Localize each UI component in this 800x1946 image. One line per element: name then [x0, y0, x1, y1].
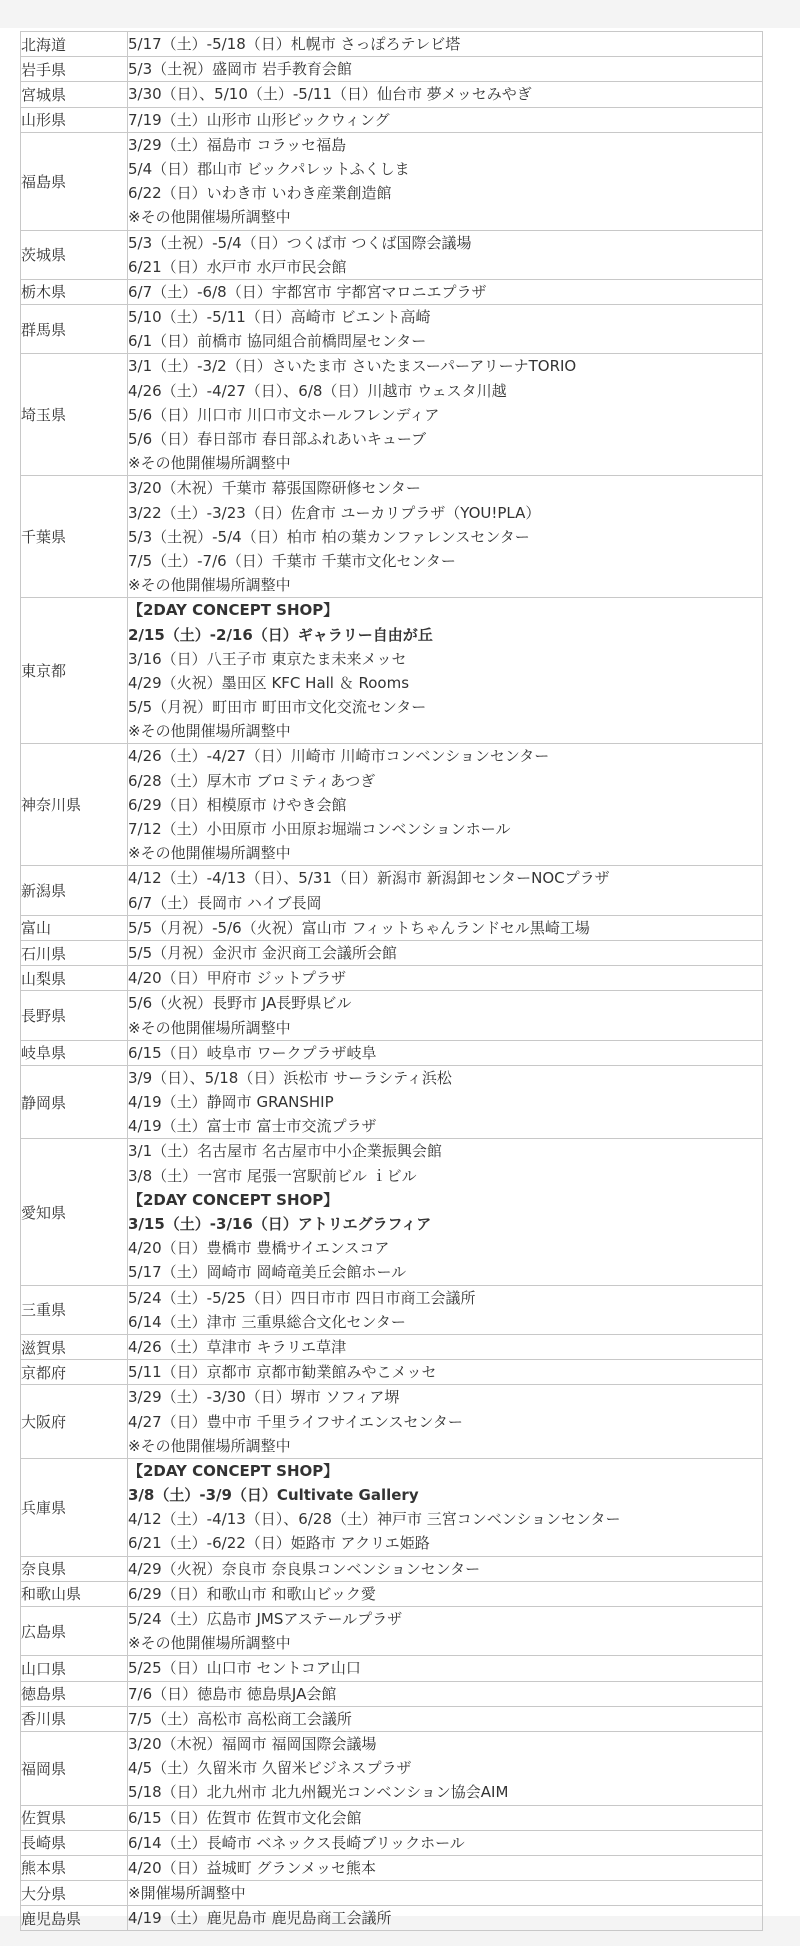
event-line: 6/28（土）厚木市 ブロミティあつぎ — [128, 771, 376, 790]
event-line: 3/29（土）福島市 コラッセ福島 — [128, 135, 347, 154]
schedule-row — [21, 305, 763, 354]
event-list — [128, 1360, 763, 1385]
event-line: 6/1（日）前橋市 協同組合前橋問屋センター — [128, 332, 427, 351]
event-list — [128, 82, 763, 107]
event-line: 4/26（土）-4/27（日）川崎市 川崎市コンベンションセンター — [128, 747, 550, 766]
concept-shop-line: 【2DAY CONCEPT SHOP】 — [128, 601, 339, 620]
event-line: 4/29（火祝）墨田区 KFC Hall ＆ Rooms — [128, 673, 410, 692]
event-line: 5/24（土）-5/25（日）四日市市 四日市商工会議所 — [128, 1288, 476, 1307]
schedule-row — [21, 279, 763, 304]
prefecture-name: 愛知県 — [21, 1139, 128, 1285]
event-line: 6/29（日）和歌山市 和歌山ビック愛 — [128, 1584, 376, 1603]
event-line: 3/16（日）八王子市 東京たま未来メッセ — [128, 649, 407, 668]
prefecture-name: 千葉県 — [21, 476, 128, 598]
concept-shop-line: 【2DAY CONCEPT SHOP】 — [128, 1190, 339, 1209]
event-list — [128, 132, 763, 230]
schedule-row — [21, 57, 763, 82]
event-list — [128, 107, 763, 132]
event-list — [128, 966, 763, 991]
event-list — [128, 915, 763, 940]
schedule-row — [21, 598, 763, 744]
prefecture-name: 山梨県 — [21, 966, 128, 991]
prefecture-name: 北海道 — [21, 32, 128, 57]
event-line: 4/19（土）鹿児島市 鹿児島商工会議所 — [128, 1909, 392, 1928]
event-list — [128, 1830, 763, 1855]
schedule-row — [21, 1556, 763, 1581]
event-line: 3/20（木祝）福岡市 福岡国際会議場 — [128, 1734, 377, 1753]
prefecture-name: 兵庫県 — [21, 1458, 128, 1556]
event-line: 3/29（土）-3/30（日）堺市 ソフィア堺 — [128, 1388, 400, 1407]
prefecture-name: 山形県 — [21, 107, 128, 132]
event-line: 4/20（日）益城町 グランメッセ熊本 — [128, 1858, 377, 1877]
event-line: ※開催場所調整中 — [128, 1884, 246, 1903]
event-list — [128, 598, 763, 744]
event-line: 4/26（土）-4/27（日）、6/8（日）川越市 ウェスタ川越 — [128, 381, 507, 400]
event-line: 4/12（土）-4/13（日）、6/28（土）神戸市 三宮コンベンションセンター — [128, 1510, 621, 1529]
schedule-row — [21, 1830, 763, 1855]
event-list — [128, 1731, 763, 1805]
event-line: 5/17（土）岡崎市 岡崎竜美丘会館ホール — [128, 1263, 407, 1282]
event-list — [128, 1855, 763, 1880]
schedule-table — [20, 31, 763, 1931]
event-line: 5/25（日）山口市 セントコア山口 — [128, 1659, 361, 1678]
event-line: 5/5（月祝）金沢市 金沢商工会議所会館 — [128, 943, 397, 962]
event-line: 7/19（土）山形市 山形ビックウィング — [128, 110, 390, 129]
event-line: 5/10（土）-5/11（日）高崎市 ビエント高崎 — [128, 308, 431, 327]
event-line: 7/5（土）高松市 高松商工会議所 — [128, 1709, 352, 1728]
event-line: 5/17（土）-5/18（日）札幌市 さっぽろテレビ塔 — [128, 35, 461, 53]
concept-shop-line: 3/8（土）-3/9（日）Cultivate Gallery — [128, 1486, 419, 1505]
event-list — [128, 1040, 763, 1065]
event-line: 3/22（土）-3/23（日）佐倉市 ユーカリプラザ（YOU!PLA） — [128, 503, 541, 522]
event-list — [128, 354, 763, 476]
event-line: ※その他開催場所調整中 — [128, 1436, 291, 1455]
prefecture-name: 静岡県 — [21, 1065, 128, 1139]
event-line: 6/7（土）-6/8（日）宇都宮市 宇都宮マロニエプラザ — [128, 282, 487, 301]
schedule-row — [21, 940, 763, 965]
event-line: 4/5（土）久留米市 久留米ビジネスプラザ — [128, 1759, 412, 1778]
event-list — [128, 1385, 763, 1459]
prefecture-name: 長野県 — [21, 991, 128, 1040]
event-list — [128, 1581, 763, 1606]
event-line: 6/15（日）佐賀市 佐賀市文化会館 — [128, 1808, 362, 1827]
schedule-row — [21, 132, 763, 230]
event-line: 7/5（土）-7/6（日）千葉市 千葉市文化センター — [128, 551, 456, 570]
prefecture-name: 埼玉県 — [21, 354, 128, 476]
event-line: 4/29（火祝）奈良市 奈良県コンベンションセンター — [128, 1559, 481, 1578]
schedule-row — [21, 1385, 763, 1459]
schedule-row — [21, 107, 763, 132]
prefecture-name: 熊本県 — [21, 1855, 128, 1880]
event-line: 5/3（土祝）盛岡市 岩手教育会館 — [128, 60, 352, 79]
concept-shop-line: 【2DAY CONCEPT SHOP】 — [128, 1461, 339, 1480]
event-list — [128, 230, 763, 279]
prefecture-name: 宮城県 — [21, 82, 128, 107]
prefecture-name: 三重県 — [21, 1285, 128, 1334]
event-line: 3/20（木祝）千葉市 幕張国際研修センター — [128, 479, 421, 498]
event-line: 5/6（日）川口市 川口市文ホールフレンディア — [128, 405, 440, 424]
event-line: 7/12（土）小田原市 小田原お堀端コンベンションホール — [128, 820, 511, 838]
event-line: 6/21（日）水戸市 水戸市民会館 — [128, 257, 347, 276]
event-line: 4/19（土）静岡市 GRANSHIP — [128, 1093, 334, 1112]
event-line: 7/6（日）徳島市 徳島県JA会館 — [128, 1684, 337, 1703]
event-line: 5/3（土祝）-5/4（日）つくば市 つくば国際会議場 — [128, 233, 472, 252]
event-line: ※その他開催場所調整中 — [128, 1634, 291, 1653]
event-list — [128, 1458, 763, 1556]
event-list — [128, 476, 763, 598]
schedule-row — [21, 866, 763, 915]
prefecture-name: 京都府 — [21, 1360, 128, 1385]
event-list — [128, 991, 763, 1040]
event-line: 4/26（土）草津市 キラリエ草津 — [128, 1337, 347, 1356]
event-line: 6/22（日）いわき市 いわき産業創造館 — [128, 184, 392, 203]
event-line: 6/14（土）長崎市 ベネックス長崎ブリックホール — [128, 1833, 465, 1852]
schedule-row — [21, 1334, 763, 1359]
prefecture-name: 東京都 — [21, 598, 128, 744]
schedule-row — [21, 1681, 763, 1706]
event-list — [128, 866, 763, 915]
event-line: 4/20（日）豊橋市 豊橋サイエンスコア — [128, 1239, 390, 1258]
concept-shop-line: 2/15（土）-2/16（日）ギャラリー自由が丘 — [128, 625, 433, 644]
event-line: 6/7（土）長岡市 ハイブ長岡 — [128, 893, 322, 912]
prefecture-name: 岐阜県 — [21, 1040, 128, 1065]
event-line: 3/9（日）、5/18（日）浜松市 サーラシティ浜松 — [128, 1068, 452, 1087]
schedule-row — [21, 1731, 763, 1805]
concept-shop-line: 3/15（土）-3/16（日）アトリエグラフィア — [128, 1215, 432, 1233]
event-list — [128, 1607, 763, 1656]
prefecture-name: 山口県 — [21, 1656, 128, 1681]
schedule-row — [21, 32, 763, 57]
prefecture-name: 群馬県 — [21, 305, 128, 354]
schedule-row — [21, 476, 763, 598]
prefecture-name: 長崎県 — [21, 1830, 128, 1855]
event-list — [128, 744, 763, 866]
event-line: ※その他開催場所調整中 — [128, 208, 291, 227]
event-line: 5/4（日）郡山市 ビックパレットふくしま — [128, 159, 410, 178]
schedule-row — [21, 1706, 763, 1731]
prefecture-name: 神奈川県 — [21, 744, 128, 866]
schedule-row — [21, 1458, 763, 1556]
schedule-row — [21, 1360, 763, 1385]
schedule-table-body — [21, 32, 763, 1931]
event-line: 5/5（月祝）町田市 町田市文化交流センター — [128, 698, 427, 717]
event-line: 6/21（土）-6/22（日）姫路市 アクリエ姫路 — [128, 1534, 430, 1553]
event-list — [128, 1334, 763, 1359]
event-list — [128, 1681, 763, 1706]
event-line: 5/18（日）北九州市 北九州観光コンベンション協会AIM — [128, 1783, 509, 1802]
event-list — [128, 940, 763, 965]
schedule-row — [21, 1805, 763, 1830]
event-line: 3/30（日）、5/10（土）-5/11（日）仙台市 夢メッセみやぎ — [128, 85, 532, 104]
event-line: 5/6（火祝）長野市 JA長野県ビル — [128, 994, 352, 1013]
event-line: 6/14（土）津市 三重県総合文化センター — [128, 1312, 406, 1331]
schedule-row — [21, 966, 763, 991]
event-line: 4/12（土）-4/13（日）、5/31（日）新潟市 新潟卸センターNOCプラザ — [128, 869, 610, 888]
event-list — [128, 1285, 763, 1334]
event-list — [128, 32, 763, 57]
schedule-row — [21, 744, 763, 866]
prefecture-name: 徳島県 — [21, 1681, 128, 1706]
event-line: 4/19（土）富士市 富士市交流プラザ — [128, 1117, 377, 1136]
event-list — [128, 1805, 763, 1830]
schedule-row — [21, 1040, 763, 1065]
event-list — [128, 1139, 763, 1285]
prefecture-name: 奈良県 — [21, 1556, 128, 1581]
prefecture-name: 福島県 — [21, 132, 128, 230]
schedule-row — [21, 1285, 763, 1334]
event-line: 5/3（土祝）-5/4（日）柏市 柏の葉カンファレンスセンター — [128, 527, 530, 546]
schedule-sheet — [0, 28, 800, 1928]
event-list — [128, 1906, 763, 1931]
prefecture-name: 滋賀県 — [21, 1334, 128, 1359]
event-line: ※その他開催場所調整中 — [128, 454, 291, 473]
event-list — [128, 279, 763, 304]
event-line: 6/29（日）相模原市 けやき会館 — [128, 795, 347, 814]
event-line: ※その他開催場所調整中 — [128, 1018, 291, 1037]
event-list — [128, 57, 763, 82]
schedule-row — [21, 1581, 763, 1606]
event-list — [128, 1065, 763, 1139]
schedule-row — [21, 1906, 763, 1931]
event-line: 5/5（月祝）-5/6（火祝）富山市 フィットちゃんランドセル黒崎工場 — [128, 918, 590, 937]
event-line: 3/1（土）-3/2（日）さいたま市 さいたまスーパーアリーナTORIO — [128, 357, 577, 376]
event-line: 5/6（日）春日部市 春日部ふれあいキューブ — [128, 430, 427, 448]
prefecture-name: 香川県 — [21, 1706, 128, 1731]
prefecture-name: 岩手県 — [21, 57, 128, 82]
schedule-row — [21, 1139, 763, 1285]
schedule-row — [21, 1607, 763, 1656]
schedule-row — [21, 991, 763, 1040]
event-list — [128, 305, 763, 354]
event-list — [128, 1706, 763, 1731]
event-list — [128, 1881, 763, 1906]
event-line: 4/27（日）豊中市 千里ライフサイエンスセンター — [128, 1412, 463, 1431]
prefecture-name: 富山 — [21, 915, 128, 940]
schedule-row — [21, 1881, 763, 1906]
event-line: ※その他開催場所調整中 — [128, 722, 291, 741]
event-line: 6/15（日）岐阜市 ワークプラザ岐阜 — [128, 1043, 377, 1062]
prefecture-name: 佐賀県 — [21, 1805, 128, 1830]
event-line: 3/8（土）一宮市 尾張一宮駅前ビル ｉビル — [128, 1166, 417, 1185]
event-line: ※その他開催場所調整中 — [128, 576, 291, 595]
prefecture-name: 和歌山県 — [21, 1581, 128, 1606]
prefecture-name: 広島県 — [21, 1607, 128, 1656]
event-line: ※その他開催場所調整中 — [128, 844, 291, 863]
prefecture-name: 鹿児島県 — [21, 1906, 128, 1931]
schedule-row — [21, 1855, 763, 1880]
schedule-row — [21, 1656, 763, 1681]
event-line: 3/1（土）名古屋市 名古屋市中小企業振興会館 — [128, 1142, 442, 1161]
event-line: 4/20（日）甲府市 ジットプラザ — [128, 969, 347, 988]
schedule-row — [21, 1065, 763, 1139]
event-list — [128, 1556, 763, 1581]
prefecture-name: 大阪府 — [21, 1385, 128, 1459]
schedule-row — [21, 354, 763, 476]
schedule-row — [21, 915, 763, 940]
prefecture-name: 大分県 — [21, 1881, 128, 1906]
event-list — [128, 1656, 763, 1681]
prefecture-name: 石川県 — [21, 940, 128, 965]
prefecture-name: 新潟県 — [21, 866, 128, 915]
event-line: 5/24（土）広島市 JMSアステールプラザ — [128, 1610, 403, 1628]
prefecture-name: 栃木県 — [21, 279, 128, 304]
schedule-row — [21, 230, 763, 279]
schedule-row — [21, 82, 763, 107]
prefecture-name: 福岡県 — [21, 1731, 128, 1805]
event-line: 5/11（日）京都市 京都市勧業館みやこメッセ — [128, 1363, 437, 1382]
prefecture-name: 茨城県 — [21, 230, 128, 279]
